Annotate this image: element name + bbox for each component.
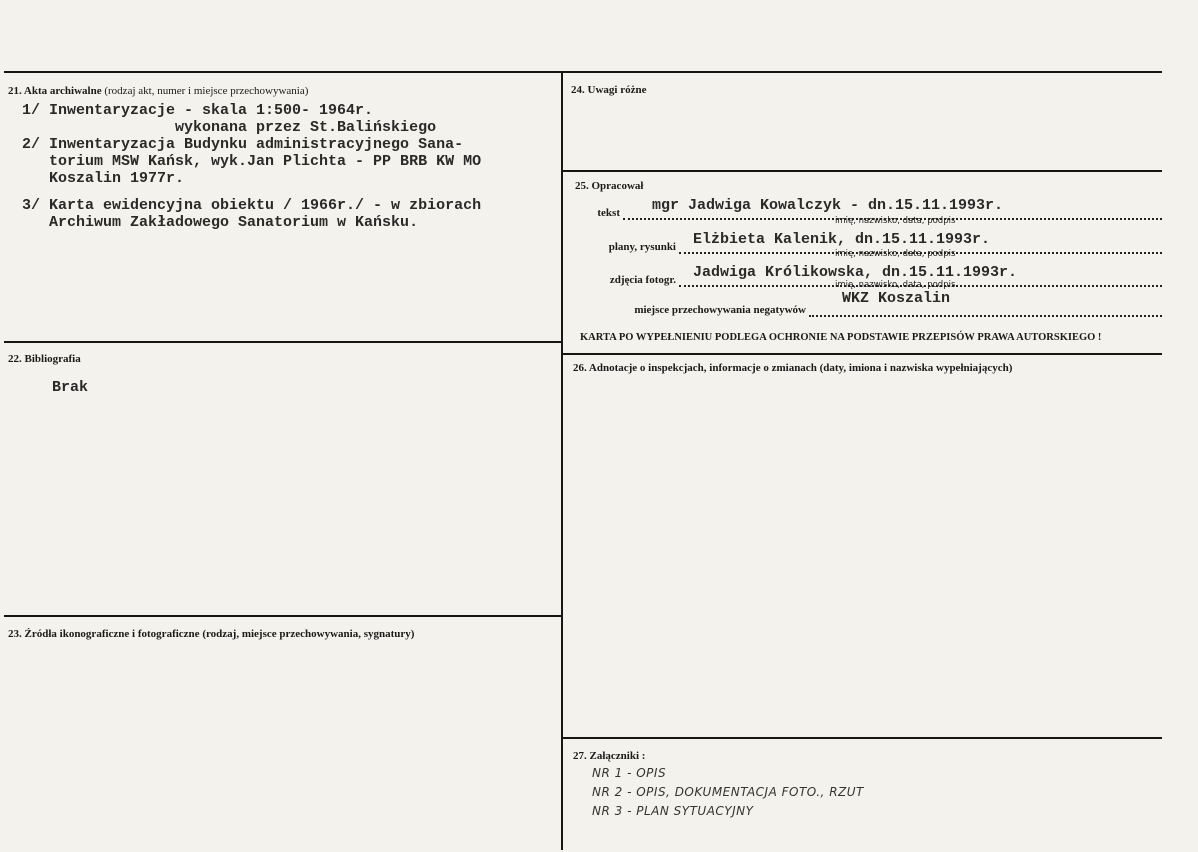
attachment-2: NR 2 - OPIS, DOKUMENTACJA FOTO., RZUT bbox=[592, 785, 864, 799]
left-rule-22 bbox=[4, 341, 562, 343]
section-26-title bbox=[573, 362, 1012, 374]
section-26-name: 26. Adnotacje o inspekcjach, informacje o zmianach bbox=[573, 362, 817, 374]
attachment-1: NR 1 - OPIS bbox=[592, 766, 667, 780]
section-23-name: 23. Źródła ikonograficzne i fotograficzne bbox=[8, 628, 200, 640]
attachment-3: NR 3 - PLAN SYTUACYJNY bbox=[592, 804, 754, 818]
row-negatywy-dots bbox=[809, 315, 1162, 317]
row-negatywy-value: WKZ Koszalin bbox=[842, 290, 951, 307]
left-rule-23 bbox=[4, 615, 562, 617]
section-27-title: 27. Załączniki : bbox=[573, 750, 646, 762]
section-21-hint: (rodzaj akt, numer i miejsce przechowywania) bbox=[104, 85, 309, 97]
section-23-hint: (rodzaj, miejsce przechowywania, sygnatury) bbox=[202, 628, 415, 640]
right-rule-25 bbox=[562, 170, 1162, 172]
section-25-title: 25. Opracował bbox=[575, 180, 644, 192]
section-21-line-3: 2/ Inwentaryzacja Budynku administracyjnego Sana- bbox=[22, 136, 464, 153]
row-plany-label: plany, rysunki bbox=[608, 241, 676, 253]
section-21-line-1: 1/ Inwentaryzacje - skala 1:500- 1964r. bbox=[22, 102, 374, 119]
row-plany-sub: imię, nazwisko, data, podpis bbox=[835, 249, 956, 259]
row-negatywy-label: miejsce przechowywania negatywów bbox=[634, 304, 806, 316]
section-22-value: Brak bbox=[52, 379, 89, 396]
row-tekst-sub: imię, nazwisko, data, podpis bbox=[835, 216, 956, 226]
row-tekst-label: tekst bbox=[597, 207, 620, 219]
section-21-line-4: torium MSW Kańsk, wyk.Jan Plichta - PP BRB KW MO bbox=[22, 153, 482, 170]
section-21-line-5: Koszalin 1977r. bbox=[22, 170, 185, 187]
section-21-name: 21. Akta archiwalne bbox=[8, 85, 102, 97]
row-tekst-value: mgr Jadwiga Kowalczyk - dn.15.11.1993r. bbox=[652, 197, 1004, 214]
section-24-title: 24. Uwagi różne bbox=[571, 84, 647, 96]
section-23-title bbox=[8, 628, 414, 640]
section-21-line-6: 3/ Karta ewidencyjna obiektu / 1966r./ - w zbiorach bbox=[22, 197, 482, 214]
row-plany-value: Elżbieta Kalenik, dn.15.11.1993r. bbox=[693, 231, 991, 248]
center-divider bbox=[561, 72, 563, 850]
copyright-notice: KARTA PO WYPEŁNIENIU PODLEGA OCHRONIE NA PODSTAWIE PRZEPISÓW PRAWA AUTORSKIEGO ! bbox=[580, 332, 1102, 343]
right-rule-26 bbox=[562, 353, 1162, 355]
top-rule bbox=[4, 71, 1162, 73]
section-26-hint: (daty, imiona i nazwiska wypełniających) bbox=[819, 362, 1013, 374]
section-21-title bbox=[8, 85, 308, 97]
row-zdjecia-value: Jadwiga Królikowska, dn.15.11.1993r. bbox=[693, 264, 1018, 281]
row-zdjecia-sub: imię, nazwisko, data, podpis bbox=[835, 280, 956, 290]
row-zdjecia-label: zdjęcia fotogr. bbox=[609, 274, 676, 286]
section-21-line-2: wykonana przez St.Balińskiego bbox=[22, 119, 437, 136]
right-rule-27 bbox=[562, 737, 1162, 739]
section-22-title: 22. Bibliografia bbox=[8, 353, 81, 365]
section-21-line-7: Archiwum Zakładowego Sanatorium w Kańsku. bbox=[22, 214, 419, 231]
